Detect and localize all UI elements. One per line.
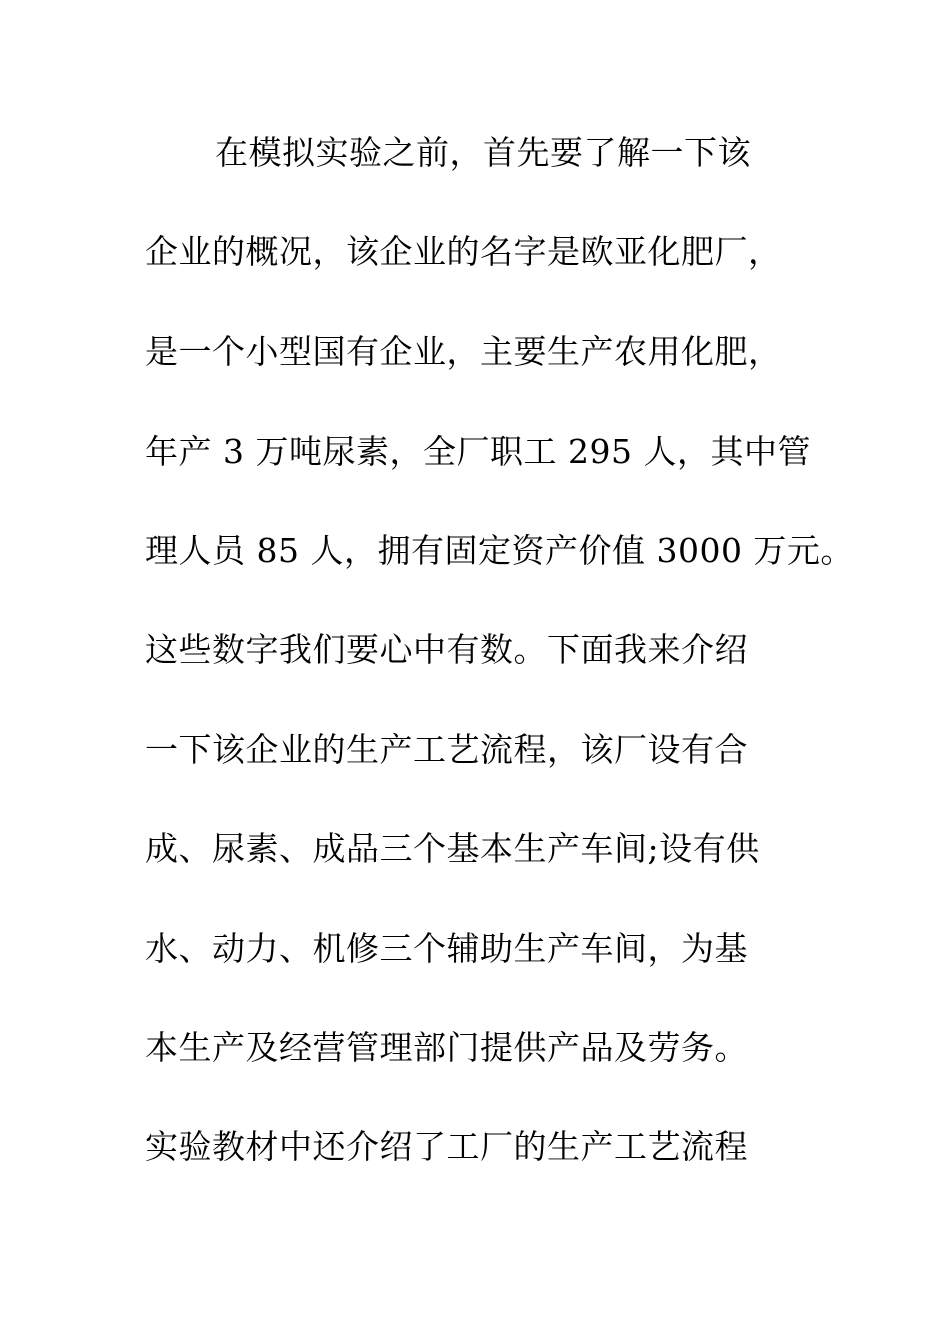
paragraph-line: 企业的概况，该企业的名字是欧亚化肥厂， [145,232,782,271]
paragraph-line: 理人员 85 人，拥有固定资产价值 3000 万元。 [145,531,854,570]
paragraph-line: 在模拟实验之前，首先要了解一下该 [215,133,751,172]
paragraph-line: 实验教材中还介绍了工厂的生产工艺流程 [145,1127,748,1166]
paragraph-line: 年产 3 万吨尿素，全厂职工 295 人，其中管 [145,432,811,471]
paragraph-line: 水、动力、机修三个辅助生产车间，为基 [145,929,748,968]
paragraph-line: 是一个小型国有企业，主要生产农用化肥， [145,332,782,371]
paragraph-line: 本生产及经营管理部门提供产品及劳务。 [145,1028,748,1067]
paragraph-line: 这些数字我们要心中有数。下面我来介绍 [145,630,748,669]
paragraph-line: 一下该企业的生产工艺流程，该厂设有合 [145,730,748,769]
paragraph-line: 成、尿素、成品三个基本生产车间;设有供 [145,829,760,868]
